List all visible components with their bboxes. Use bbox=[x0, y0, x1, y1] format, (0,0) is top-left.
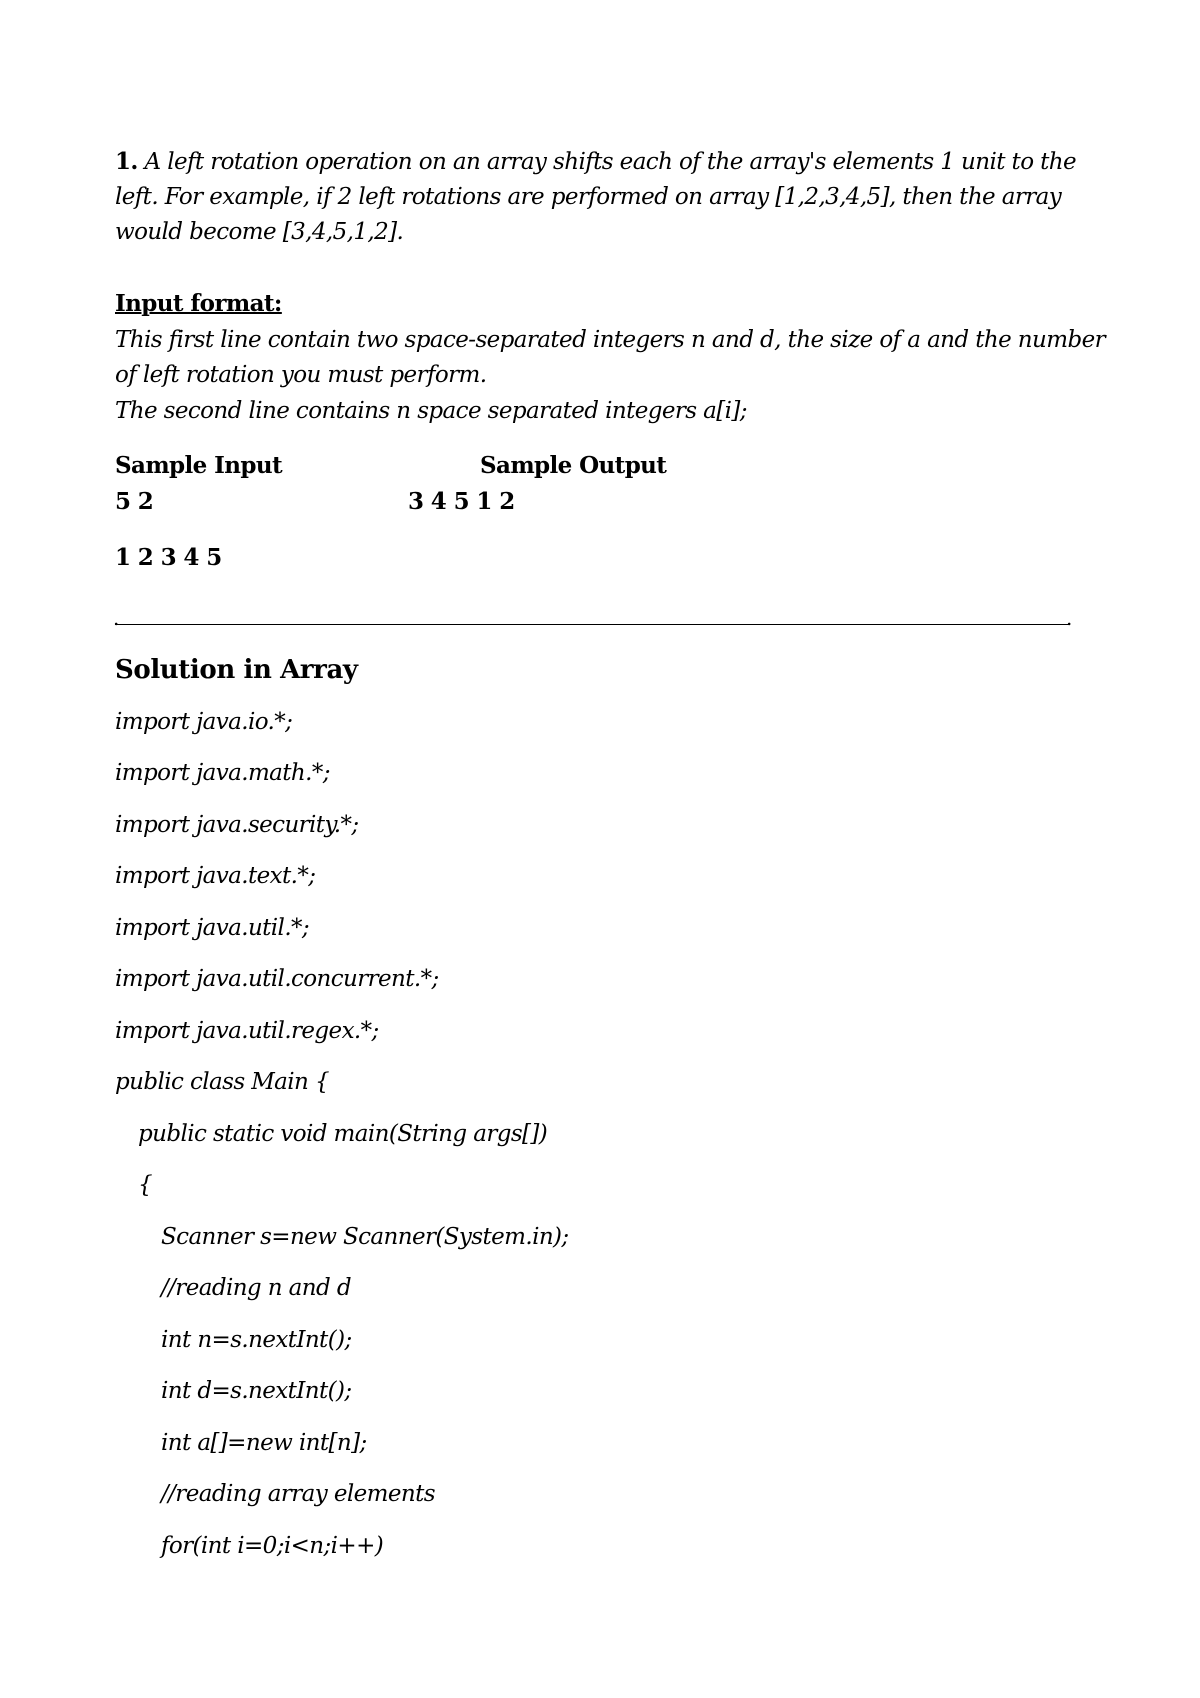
code-line: import java.io.*; bbox=[115, 709, 293, 735]
code-line: int n=s.nextInt(); bbox=[161, 1327, 352, 1353]
code-line: import java.math.*; bbox=[115, 760, 330, 786]
code-line: //reading array elements bbox=[161, 1481, 435, 1507]
input-format-line-1: This first line contain two space-separated integers n and d, the size of a and the number bbox=[115, 327, 1105, 353]
divider-right-dot: . bbox=[1066, 606, 1073, 630]
code-line: int d=s.nextInt(); bbox=[161, 1378, 352, 1404]
sample-input-line-1: 5 2 bbox=[115, 488, 154, 515]
solution-heading: Solution in Array bbox=[115, 655, 358, 685]
sample-output-line-1: 3 4 5 1 2 bbox=[408, 488, 515, 515]
divider-left-dot: . bbox=[113, 606, 120, 630]
code-line: { bbox=[138, 1172, 153, 1198]
code-line: public static void main(String args[]) bbox=[138, 1121, 548, 1147]
code-line: for(int i=0;i<n;i++) bbox=[161, 1533, 384, 1559]
input-format-line-3: The second line contains n space separated integers a[i]; bbox=[115, 398, 747, 424]
sample-input-label: Sample Input bbox=[115, 452, 283, 479]
code-line: import java.util.concurrent.*; bbox=[115, 966, 439, 992]
sample-output-label: Sample Output bbox=[480, 452, 667, 479]
code-line: Scanner s=new Scanner(System.in); bbox=[161, 1224, 569, 1250]
code-line: int a[]=new int[n]; bbox=[161, 1430, 367, 1456]
input-format-heading: Input format: bbox=[115, 290, 282, 317]
divider-rule bbox=[115, 624, 1070, 625]
problem-line-1 bbox=[115, 147, 1076, 177]
problem-number: 1. bbox=[115, 148, 138, 175]
problem-line-2: left. For example, if 2 left rotations are performed on array [1,2,3,4,5], then the array bbox=[115, 184, 1062, 210]
problem-line-3: would become [3,4,5,1,2]. bbox=[115, 219, 404, 245]
code-line: import java.util.*; bbox=[115, 915, 310, 941]
code-line: import java.util.regex.*; bbox=[115, 1018, 379, 1044]
problem-text-1: A left rotation operation on an array shifts each of the array's elements 1 unit to the bbox=[144, 149, 1077, 175]
sample-input-line-2: 1 2 3 4 5 bbox=[115, 544, 222, 571]
code-line: import java.security.*; bbox=[115, 812, 359, 838]
input-format-line-2: of left rotation you must perform. bbox=[115, 362, 487, 388]
code-line: import java.text.*; bbox=[115, 863, 316, 889]
code-line: public class Main { bbox=[115, 1069, 330, 1095]
code-line: //reading n and d bbox=[161, 1275, 351, 1301]
